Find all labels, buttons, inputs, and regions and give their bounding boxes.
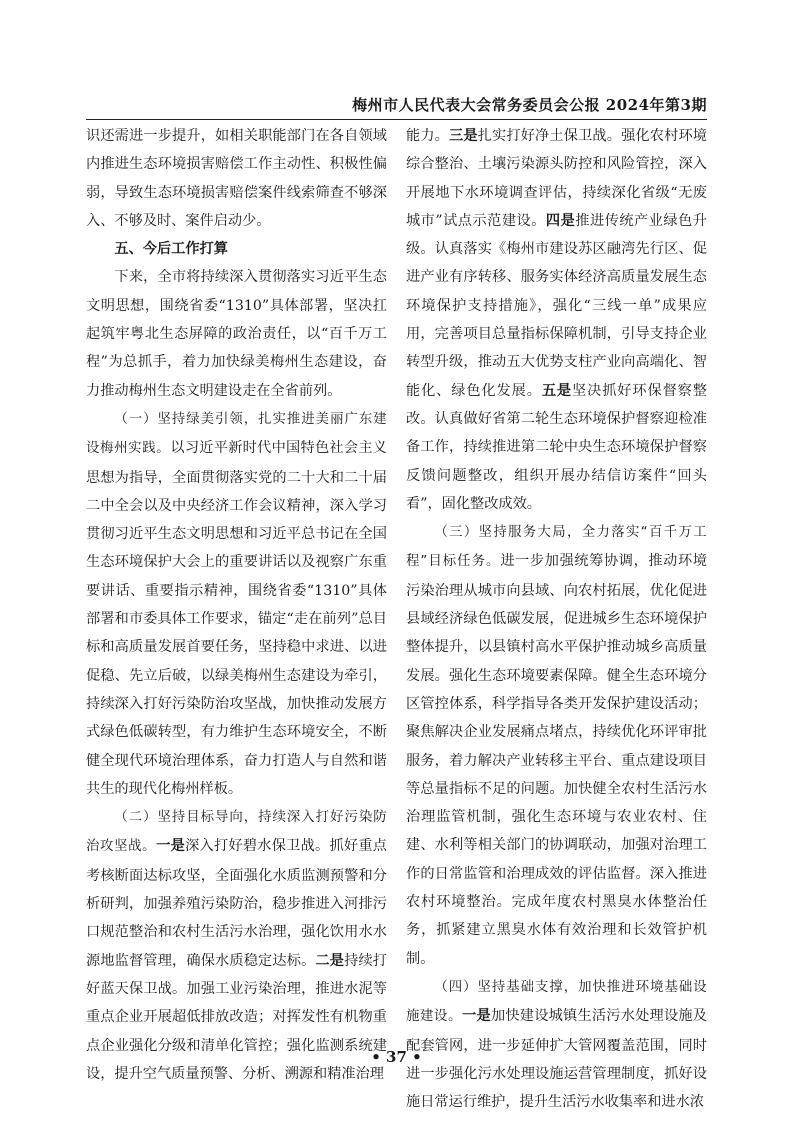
item-lead: 坚决抓好环保督察整改。 [406,382,707,427]
item-marker: 五是 [541,382,573,399]
page-header [86,92,707,122]
item-marker: 二是 [315,952,345,969]
item-lead: 扎实打好净土保卫战。 [477,128,622,144]
subsection-4 [406,973,707,1116]
item-marker: 一是 [462,1008,491,1025]
item-text: 认真落实《梅州市建设苏区融湾先行区、促进产业有序转移、服务实体经济高质量发展生态环境保护支持措施》，强化“三线一单”成果应用，完善项目总量指标保障机制，引导支持企业转型升级，推动五大优势支柱产业向高端化、智能化、绿色化发展。 [406,241,707,399]
item-marker: 三是 [449,128,478,144]
right-column [406,122,707,1116]
publication-title: 梅州市人民代表大会常务委员会公报 2024年第3期 [352,96,707,114]
section-heading: 五、今后工作打算 [114,241,228,258]
subsection-3 [406,518,707,973]
item-text: 抓好重点考核断面达标攻坚，全面强化水质监测预警和分析研判，加强养殖污染防治，稳步推进入河排污口规范整治和农村生活污水治理，强化饮用水水源地监督管理，确保水质稳定达标。 [86,838,387,969]
subsection-text: 以习近平新时代中国特色社会主义思想为指导，全面贯彻落实党的二十大和二十届二中全会以及中央经济工作会议精神，深入学习贯彻习近平生态文明思想和习近平总书记在全国生态环境保护大会上的重要讲话以及视察广东重要讲话、重要指示精神，围绕省委“1310”具体部署和市委具体工作要求，锚定“走在前列”总目标和高质量发展首要任务，坚持稳中求进、以进促稳、先立后破，以绿美梅州生态建设为牵引，持续深入打好污染防治攻坚战，加快推动发展方式绿色低碳转型，有力维护生态环境安全，不断健全现代环境治理体系，奋力打造人与自然和谐共生的现代化梅州样板。 [86,440,387,797]
item-text: 认真做好省第二轮生态环境保护督察迎检准备工作，持续推进第二轮中央生态环境保护督察反馈问题整改，组织开展办结信访案件“回头看”，固化整改成效。 [406,410,707,512]
item-text: 能力。 [406,128,450,144]
left-column [86,122,387,1088]
subsection-title: （三）坚持服务大局，全力落实“百千万工程”目标任务。 [406,525,707,570]
page-number: • 37 • [371,1048,422,1066]
subsection-title: （二）坚持目标导向，持续深入打好污染防治攻坚战。 [86,810,387,855]
paragraph: 下来，全市将持续深入贯彻落实习近平生态文明思想，围绕省委“1310”具体部署，坚决扛起筑牢粤北生态屏障的政治责任，以“百千万工程”为总抓手，着力加快绿美梅州生态建设，奋力推动梅州生态文明建设走在全省前列。 [86,269,387,399]
item-lead: 持续打好蓝天保卫战。 [86,952,387,997]
header-divider [86,119,707,120]
paragraph-continued [406,122,707,518]
subsection-title: （一）坚持绿美引领，扎实推进美丽广东建设梅州实践。 [86,411,387,457]
paragraph-continued: 识还需进一步提升，如相关职能部门在各自领域内推进生态环境损害赔偿工作主动性、积极性偏弱，导致生态环境损害赔偿案件线索筛查不够深入、不够及时、案件启动少。 [86,128,387,229]
subsection-1 [86,405,387,803]
item-marker: 四是 [545,212,576,229]
subsection-2 [86,803,387,1088]
item-lead: 深入打好碧水保卫战。 [185,838,330,855]
item-text: 强化农村环境综合整治、土壤污染源头防控和风险管控，深入开展地下水环境调查评估，持续深化省级“无废城市”试点示范建设。 [406,128,707,229]
subsection-text: 进一步加强统筹协调，推动环境污染治理从城市向县域、向农村拓展，优化促进县域经济绿色低碳发展，促进城乡生态环境保护整体提升，以县镇村高水平保护推动城乡高质量发展。强化生态环境要素保障。健全生态环境分区管控体系，科学指导各类开发保护建设活动；聚焦解决企业发展痛点堵点，持续优化环评审批服务，着力解决产业转移主平台、重点建设项目等总量指标不足的问题。加快健全农村生活污水治理监管机制，强化生态环境与农业农村、住建、水利等相关部门的协调联动，加强对治理工作的日常监管和治理成效的评估监督。深入推进农村环境整治。完成年度农村黑臭水体整治任务，抓紧建立黑臭水体有效治理和长效管护机制。 [406,553,707,967]
item-lead: 推进传统产业绿色升级。 [406,212,707,258]
item-marker: 一是 [156,838,186,855]
subsection-text: 加快建设城镇生活污水处理设施及配套管网，进一步延伸扩大管网覆盖范围，同时进一步强化污水处理设施运营管理制度，抓好设施日常运行维护，提升生活污水收集率和进水浓 [406,1008,707,1111]
item-text: 加强工业污染治理，推进水泥等重点企业开展超低排放改造；对挥发性有机物重点企业强化分级和清单化管控；强化监测系统建设，提升空气质量预警、分析、溯源和精准治理 [86,980,387,1082]
subsection-title: （四）坚持基础支撑，加快推进环境基础设施建设。 [406,979,707,1025]
